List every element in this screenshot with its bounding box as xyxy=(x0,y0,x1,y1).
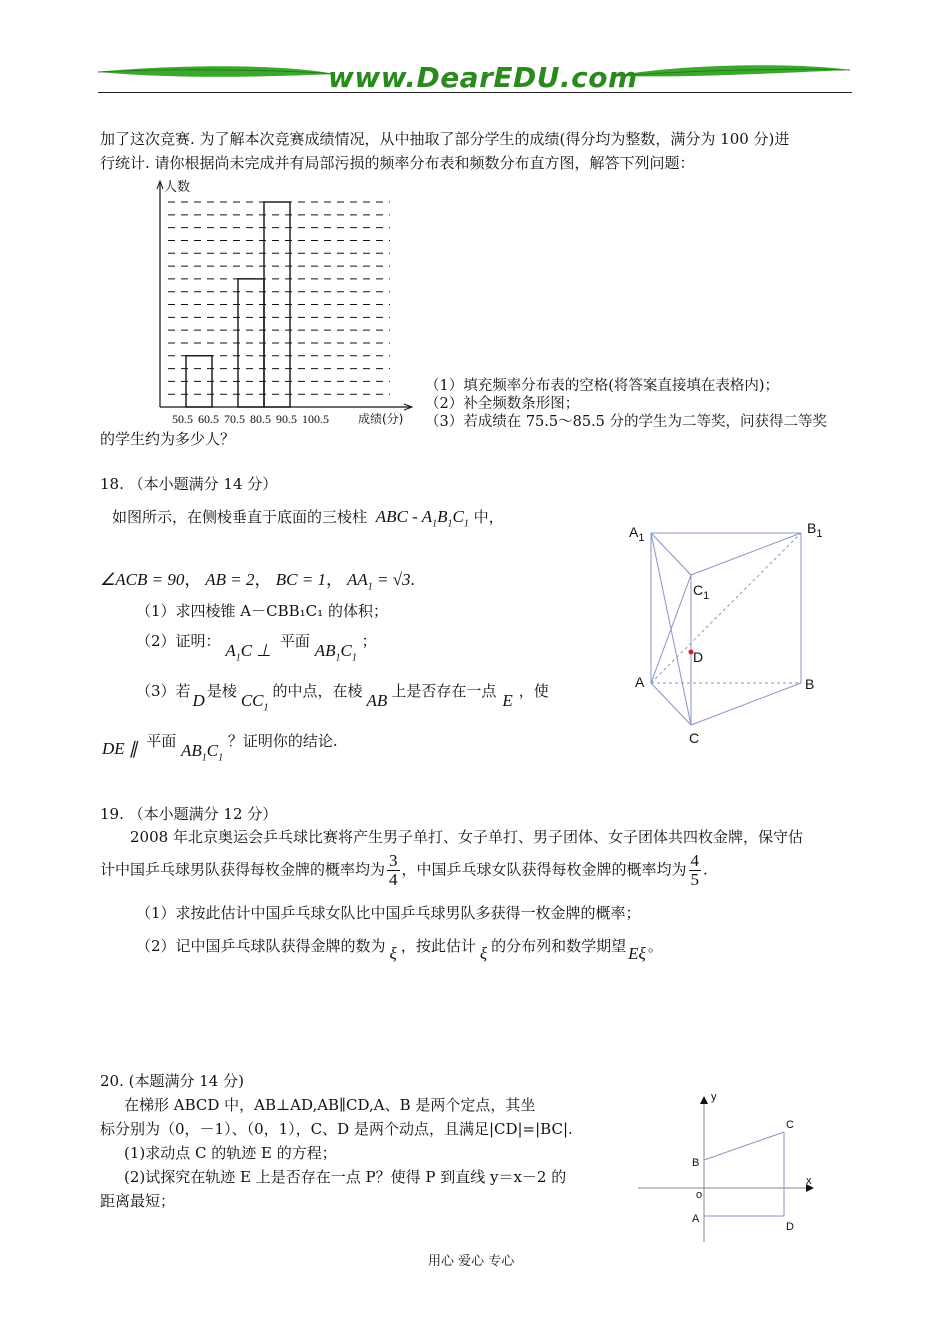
q19-sub1: （1）求按此估计中国乒乓球女队比中国乒乓球男队多获得一枚金牌的概率； xyxy=(136,904,641,922)
x-axis-label: 成绩(分) xyxy=(358,412,404,426)
q17-sub3: （3）若成绩在 75.5～85.5 分的学生为二等奖，问获得二等奖 xyxy=(425,414,828,430)
q20-sub1: (1)求动点 C 的轨迹 E 的方程； xyxy=(124,1144,337,1162)
prism-figure xyxy=(625,515,855,755)
x-tick-label: 80.5 xyxy=(250,412,271,426)
symbol-xi-2: ξ xyxy=(479,944,488,963)
q19-number: 19. xyxy=(100,805,124,823)
edge-c-b xyxy=(691,683,801,725)
q18-intro xyxy=(112,506,504,529)
q18-edge-ab: AB xyxy=(366,691,388,710)
symbol-xi: ξ xyxy=(389,944,397,963)
q18-sub1: （1）求四棱锥 A－CBB₁C₁ 的体积； xyxy=(136,602,388,620)
q18-sub2: （2）证明： $A_1C$ ⊥ 平面 $AB_1C_1$ ； xyxy=(136,632,377,664)
q18-heading xyxy=(100,473,277,494)
q18-sub3-cont: DE ∥ 平面 $AB_1C_1$ ？证明你的结论. xyxy=(102,732,338,764)
edge-c1-b1 xyxy=(691,533,801,575)
q17-intro-line2: 行统计. 请你根据尚未完成并有局部污损的频率分布表和频数分布直方图，解答下列问题： xyxy=(100,154,695,172)
footer-text: 用心 爱心 专心 xyxy=(428,1254,515,1269)
histogram-chart xyxy=(150,175,470,431)
q19-score: （本小题满分 12 分） xyxy=(128,805,278,823)
header-banner xyxy=(96,58,852,94)
label-b1: $B_1$ xyxy=(807,520,823,540)
q19-heading xyxy=(100,803,277,824)
x-tick-label: 100.5 xyxy=(302,412,329,426)
q20-sub2-cont: 距离最短； xyxy=(100,1192,176,1210)
q19-line2: 计中国乒乓球男队获得每枚金牌的概率均为 $\frac{3}{4}$ ，中国乒乓球女队获得每枚金牌的概率均为 $\frac{4}{5}$ . xyxy=(100,851,708,889)
header-rule xyxy=(98,92,852,93)
q18-bc-length: BC = 1 xyxy=(275,570,326,589)
q18-point-d: D xyxy=(192,691,205,710)
q18-ab-length: AB = 2 xyxy=(205,570,255,589)
q18-score: （本小题满分 14 分） xyxy=(128,475,278,493)
fraction-four-fifths: $\frac{4}{5}$ xyxy=(690,851,700,889)
q18-sub3: （3）若 D 是棱 $CC_1$的中点，在棱 AB 上是否存在一点 E ，使 xyxy=(136,682,549,714)
q18-aa1-length: $AA_1 = √3$ xyxy=(346,570,411,593)
label-a: A xyxy=(692,1213,700,1225)
x-tick-label: 90.5 xyxy=(276,412,297,426)
x-tick-label: 50.5 xyxy=(172,412,193,426)
edge-a-c xyxy=(651,683,691,725)
label-c: C xyxy=(786,1119,794,1131)
q18-edge-cc1: $CC_1$ xyxy=(240,691,269,714)
q18-plane-ab1c1-2: $AB_1C_1$ xyxy=(181,741,224,764)
label-c: C xyxy=(689,730,700,746)
q20-line1: 在梯形 ABCD 中，AB⊥AD,AB∥CD,A、B 是两个定点，其坐 xyxy=(124,1096,536,1114)
q18-prism-name: ABC - $A_1B_1C_1$ xyxy=(375,507,469,530)
label-a: A xyxy=(635,674,645,690)
edge-a1-c1 xyxy=(651,533,691,575)
label-b: B xyxy=(692,1157,700,1169)
label-origin: o xyxy=(696,1189,703,1201)
x-tick-label: 60.5 xyxy=(198,412,219,426)
q19-sub2: （2）记中国乒乓球队获得金牌的数为 ξ ，按此估计 ξ 的分布列和数学期望 Eξ 。 xyxy=(136,937,663,963)
q19-line1: 2008 年北京奥运会乒乓球比赛将产生男子单打、女子单打、男子团体、女子团体共四枚金牌，保守估 xyxy=(130,828,803,846)
label-c1: $C_1$ xyxy=(693,582,710,602)
x-tick-label: 70.5 xyxy=(224,412,245,426)
q18-plane-label: 平面 xyxy=(279,632,310,650)
q20-sub2: (2)试探究在轨迹 E 上是否存在一点 P？使得 P 到直线 y＝x－2 的 xyxy=(124,1168,567,1186)
q20-number: 20. xyxy=(100,1072,124,1090)
q20-line2: 标分别为（0，－1）、（0，1），C、D 是两个动点，且满足|CD|=|BC|. xyxy=(100,1120,573,1138)
segment-b-c xyxy=(704,1132,784,1160)
q18-point-e: E xyxy=(502,691,513,710)
symbol-e-xi: Eξ xyxy=(628,944,646,963)
diag-a-b1 xyxy=(651,533,801,683)
label-x-axis: x xyxy=(806,1175,812,1187)
q17-sub2: （2）补全频数条形图； xyxy=(425,396,580,412)
q17-intro-line1: 加了这次竞赛. 为了解本次竞赛成绩情况，从中抽取了部分学生的成绩(得分均为整数，满分为 100 分)进 xyxy=(100,130,790,148)
label-d: D xyxy=(693,649,704,665)
label-a1: $A_1$ xyxy=(629,524,645,544)
q17-sub3-cont: 的学生约为多少人？ xyxy=(100,430,236,448)
q18-conditions: ∠ACB = 90， AB = 2， BC = 1， $AA_1 = √3$. xyxy=(100,570,415,593)
q17-sub1: （1）填充频率分布表的空格(将答案直接填在表格内)； xyxy=(425,378,780,394)
header-logo-text: www.DearEDU.com xyxy=(328,61,638,94)
q18-intro-suffix: 中， xyxy=(473,508,504,526)
q18-number: 18. xyxy=(100,475,124,493)
q20-heading xyxy=(100,1070,244,1091)
fraction-three-quarters: $\frac{3}{4}$ xyxy=(389,851,398,889)
label-d: D xyxy=(786,1221,794,1233)
q18-plane-ab1c1: $AB_1C_1$ xyxy=(314,641,357,664)
q18-de-parallel: DE ∥ xyxy=(102,739,138,758)
q18-line-a1c: $A_1C$ ⊥ xyxy=(225,641,272,664)
y-axis-label: 人数 xyxy=(164,180,191,195)
diag-a1-c xyxy=(651,533,691,725)
label-b: B xyxy=(805,676,815,692)
q18-angle-acb: ∠ACB = 90 xyxy=(100,570,185,589)
q20-score: (本题满分 14 分) xyxy=(128,1072,244,1090)
q18-intro-prefix: 如图所示，在侧棱垂直于底面的三棱柱 xyxy=(112,508,368,526)
trapezoid-figure xyxy=(636,1088,826,1248)
label-y-axis: y xyxy=(711,1091,717,1103)
